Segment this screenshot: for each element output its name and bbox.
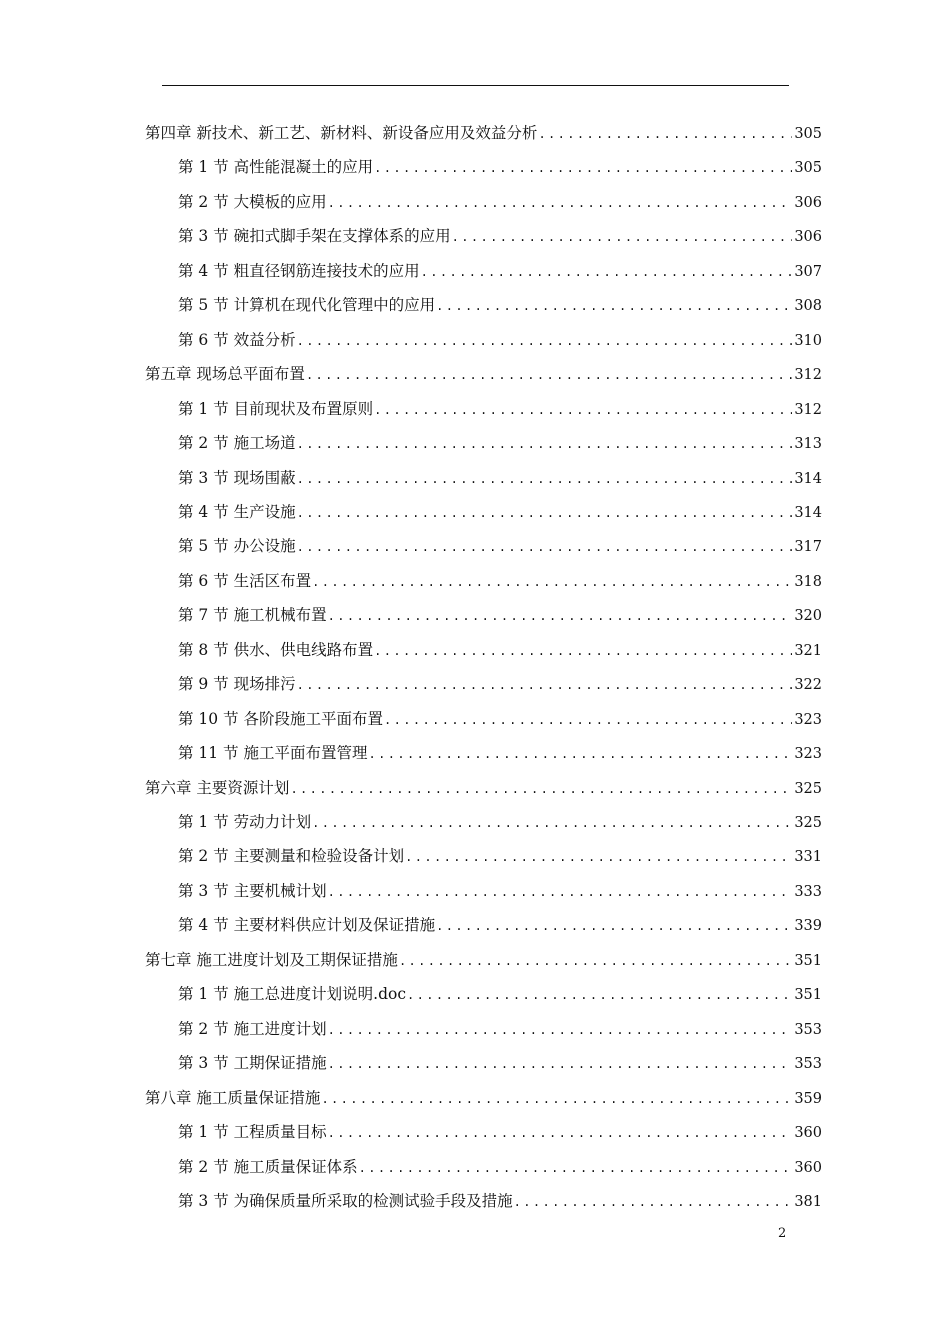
- dot-leader: [297, 668, 793, 702]
- toc-entry-page: 339: [794, 918, 822, 935]
- toc-section-row[interactable]: [178, 736, 822, 770]
- toc-section-row[interactable]: [178, 1150, 822, 1184]
- toc-entry-title: 第四章 新技术、新工艺、新材料、新设备应用及效益分析: [145, 124, 538, 142]
- toc-chapter-row[interactable]: [145, 1081, 822, 1115]
- toc-section-row[interactable]: [178, 288, 822, 322]
- toc-entry-page: 351: [794, 952, 822, 969]
- dot-leader: [297, 496, 793, 530]
- toc-entry-title: 第 1 节 高性能混凝土的应用: [178, 158, 374, 177]
- toc-entry-title: 第 1 节 施工总进度计划说明.doc: [178, 985, 407, 1004]
- toc-entry-title: 第 10 节 各阶段施工平面布置: [178, 709, 384, 728]
- toc-entry-page: 353: [794, 1021, 822, 1038]
- dot-leader: [436, 289, 792, 323]
- toc-chapter-row[interactable]: [145, 943, 822, 977]
- toc-section-row[interactable]: [178, 1012, 822, 1046]
- toc-entry-page: 312: [794, 367, 822, 384]
- toc-entry-title: 第八章 施工质量保证措施: [145, 1088, 321, 1107]
- toc-section-row[interactable]: [178, 598, 822, 632]
- toc-entry-page: 360: [794, 1159, 822, 1176]
- toc-entry-page: 312: [794, 401, 822, 418]
- toc-entry-title: 第 3 节 主要机械计划: [178, 881, 327, 900]
- toc-section-row[interactable]: [178, 839, 822, 873]
- toc-section-row[interactable]: [178, 529, 822, 563]
- toc-entry-title: 第 8 节 供水、供电线路布置: [178, 640, 374, 659]
- toc-entry-title: 第 5 节 计算机在现代化管理中的应用: [178, 296, 436, 315]
- dot-leader: [407, 978, 792, 1012]
- toc-section-row[interactable]: [178, 495, 822, 529]
- toc-section-row[interactable]: [178, 805, 822, 839]
- toc-entry-page: 310: [794, 332, 822, 349]
- dot-leader: [399, 944, 792, 978]
- toc-entry-page: 321: [794, 642, 822, 659]
- toc-chapter-row[interactable]: [145, 771, 822, 805]
- toc-entry-title: 第七章 施工进度计划及工期保证措施: [145, 950, 398, 969]
- toc-entry-title: 第 1 节 工程质量目标: [178, 1123, 327, 1142]
- dot-leader: [312, 806, 792, 840]
- toc-entry-page: 353: [794, 1056, 822, 1073]
- dot-leader: [328, 186, 793, 220]
- toc-entry-title: 第 2 节 施工进度计划: [178, 1019, 327, 1038]
- toc-entry-page: 323: [794, 711, 822, 728]
- toc-entry-title: 第 4 节 粗直径钢筋连接技术的应用: [178, 261, 420, 280]
- toc-section-row[interactable]: [178, 564, 822, 598]
- dot-leader: [297, 462, 793, 496]
- toc-entry-page: 314: [794, 504, 822, 521]
- toc-entry-page: 306: [794, 194, 822, 211]
- toc-entry-page: 306: [794, 229, 822, 246]
- dot-leader: [359, 1151, 793, 1185]
- toc-entry-page: 323: [794, 746, 822, 763]
- toc-entry-page: 333: [794, 883, 822, 900]
- toc-section-row[interactable]: [178, 150, 822, 184]
- toc-section-row[interactable]: [178, 323, 822, 357]
- dot-leader: [452, 220, 793, 254]
- dot-leader: [306, 358, 792, 392]
- page-number: 2: [778, 1226, 787, 1241]
- dot-leader: [369, 737, 793, 771]
- toc-entry-title: 第 3 节 工期保证措施: [178, 1054, 327, 1073]
- toc-entry-title: 第 4 节 主要材料供应计划及保证措施: [178, 916, 436, 935]
- toc-section-row[interactable]: [178, 908, 822, 942]
- toc-section-row[interactable]: [178, 1115, 822, 1149]
- toc-entry-page: 359: [794, 1090, 822, 1107]
- toc-entry-page: 317: [794, 539, 822, 556]
- toc-section-row[interactable]: [178, 874, 822, 908]
- toc-entry-title: 第 6 节 生活区布置: [178, 571, 312, 590]
- dot-leader: [312, 565, 792, 599]
- toc-entry-page: 308: [794, 298, 822, 315]
- toc-entry-title: 第 2 节 主要测量和检验设备计划: [178, 847, 405, 866]
- dot-leader: [374, 634, 792, 668]
- toc-entry-page: 325: [794, 780, 822, 797]
- toc-section-row[interactable]: [178, 392, 822, 426]
- toc-entry-title: 第 2 节 施工场道: [178, 434, 296, 453]
- dot-leader: [421, 255, 793, 289]
- dot-leader: [328, 1047, 793, 1081]
- dot-leader: [321, 1082, 792, 1116]
- toc-entry-title: 第 11 节 施工平面布置管理: [178, 744, 368, 763]
- toc-entry-title: 第 9 节 现场排污: [178, 675, 296, 694]
- toc-entry-page: 305: [794, 126, 822, 142]
- toc-entry-title: 第 2 节 施工质量保证体系: [178, 1157, 358, 1176]
- dot-leader: [297, 324, 793, 358]
- dot-leader: [374, 393, 792, 427]
- toc-entry-page: 381: [794, 1193, 822, 1210]
- dot-leader: [405, 840, 792, 874]
- toc-section-row[interactable]: [178, 702, 822, 736]
- toc-section-row[interactable]: [178, 977, 822, 1011]
- dot-leader: [297, 427, 793, 461]
- dot-leader: [538, 117, 792, 151]
- dot-leader: [436, 909, 792, 943]
- toc-entry-page: 331: [794, 849, 822, 866]
- dot-leader: [374, 151, 792, 185]
- toc-entry-page: 360: [794, 1125, 822, 1142]
- toc-entry-title: 第 5 节 办公设施: [178, 537, 296, 556]
- toc-entry-title: 第 3 节 为确保质量所采取的检测试验手段及措施: [178, 1191, 513, 1210]
- toc-chapter-row[interactable]: [145, 116, 822, 150]
- header-rule: [162, 85, 789, 86]
- toc-entry-page: 307: [794, 263, 822, 280]
- dot-leader: [328, 875, 793, 909]
- toc-section-row[interactable]: [178, 219, 822, 253]
- toc-entry-page: 325: [794, 815, 822, 831]
- toc-entry-page: 313: [794, 436, 822, 453]
- toc-section-row[interactable]: [178, 1046, 822, 1080]
- toc-entry-title: 第 4 节 生产设施: [178, 502, 296, 521]
- toc-section-row[interactable]: [178, 1184, 822, 1218]
- toc-entry-title: 第 3 节 碗扣式脚手架在支撑体系的应用: [178, 227, 451, 246]
- toc-entry-title: 第五章 现场总平面布置: [145, 365, 305, 384]
- toc-entry-title: 第 6 节 效益分析: [178, 330, 296, 349]
- dot-leader: [514, 1185, 793, 1219]
- toc-section-row[interactable]: [178, 185, 822, 219]
- toc-entry-title: 第 2 节 大模板的应用: [178, 192, 327, 211]
- dot-leader: [290, 772, 792, 806]
- toc-entry-title: 第六章 主要资源计划: [145, 778, 290, 797]
- toc-entry-title: 第 1 节 劳动力计划: [178, 813, 312, 831]
- dot-leader: [297, 530, 793, 564]
- toc-entry-page: 351: [794, 987, 822, 1004]
- toc-section-row[interactable]: [178, 633, 822, 667]
- toc-entry-title: 第 1 节 目前现状及布置原则: [178, 399, 374, 418]
- dot-leader: [328, 1013, 793, 1047]
- toc-entry-title: 第 3 节 现场围蔽: [178, 468, 296, 487]
- dot-leader: [384, 703, 792, 737]
- toc-section-row[interactable]: [178, 461, 822, 495]
- toc-entry-page: 305: [794, 160, 822, 177]
- toc-section-row[interactable]: [178, 667, 822, 701]
- toc-entry-page: 314: [794, 470, 822, 487]
- toc-entry-page: 318: [794, 573, 822, 590]
- toc-entry-title: 第 7 节 施工机械布置: [178, 606, 327, 625]
- toc-section-row[interactable]: [178, 426, 822, 460]
- toc-entry-page: 320: [794, 608, 822, 625]
- dot-leader: [328, 599, 793, 633]
- toc-section-row[interactable]: [178, 254, 822, 288]
- toc-entry-page: 322: [794, 677, 822, 694]
- dot-leader: [328, 1116, 793, 1150]
- toc-chapter-row[interactable]: [145, 357, 822, 391]
